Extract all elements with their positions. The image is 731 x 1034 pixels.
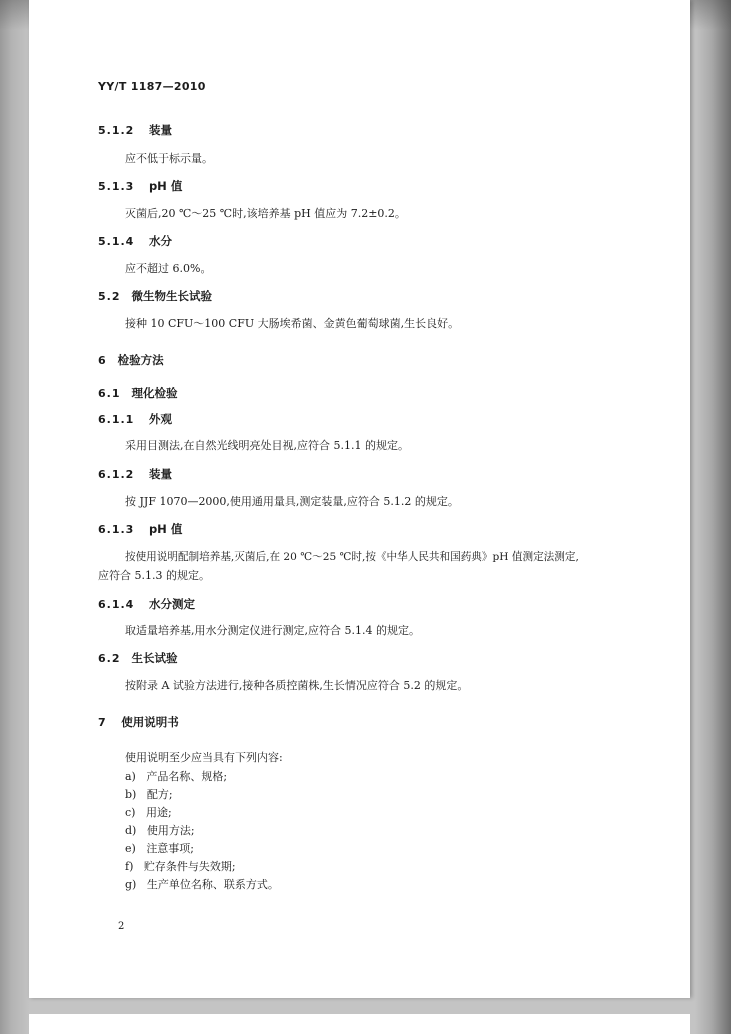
list-marker: d) [125,824,137,837]
list-text: 注意事项; [146,842,195,855]
section-body: 采用目测法,在自然光线明亮处目视,应符合 5.1.1 的规定。 [125,439,409,452]
list-item [125,787,173,803]
document-header: YY/T 1187—2010 [98,80,206,93]
section-heading [98,466,172,483]
list-marker: c) [125,806,136,819]
section-number: 6.1.1 [98,413,135,426]
section-title: 外观 [148,412,172,426]
section-heading [98,596,195,613]
section-title: 理化检验 [131,386,178,400]
section-body: 应不超过 6.0%。 [125,262,212,275]
section-number: 5.1.4 [98,235,135,248]
list-text: 使用方法; [146,824,195,837]
section-title: pH 值 [148,179,183,193]
list-marker: b) [125,788,137,801]
section-body: 按附录 A 试验方法进行,接种各质控菌株,生长情况应符合 5.2 的规定。 [125,679,469,692]
section-body: 接种 10 CFU～100 CFU 大肠埃希菌、金黄色葡萄球菌,生长良好。 [125,317,460,330]
list-text: 用途; [145,806,172,819]
list-text: 生产单位名称、联系方式。 [146,878,279,891]
section-title: pH 值 [148,522,183,536]
section-number: 5.1.2 [98,124,135,137]
list-item [125,877,279,893]
section-title: 使用说明书 [121,715,179,729]
list-item [125,823,195,839]
list-item [125,805,172,821]
section-body: 按使用说明配制培养基,灭菌后,在 20 ℃～25 ℃时,按《中华人民共和国药典》pH 值测定法测定, [125,551,579,563]
section-title: 水分 [148,234,172,248]
section-heading [98,411,172,428]
chapter-heading [98,714,179,731]
section-body: 按 JJF 1070—2000,使用通用量具,测定装量,应符合 5.1.2 的规定。 [125,495,459,508]
section-heading [98,233,172,250]
list-text: 贮存条件与失效期; [143,860,236,873]
section-number: 5.2 [98,290,121,303]
section-title: 装量 [148,123,172,137]
instructions-intro: 使用说明至少应当具有下列内容: [125,751,283,764]
section-number: 6.2 [98,652,121,665]
section-number: 6.1.4 [98,598,135,611]
section-heading [98,178,182,195]
section-body: 应不低于标示量。 [125,152,213,165]
section-heading [98,650,177,667]
section-heading [98,288,212,305]
list-item [125,859,236,875]
chapter-heading [98,352,164,369]
section-title: 检验方法 [117,353,164,367]
list-marker: g) [125,878,137,891]
document-page [29,0,690,998]
section-title: 水分测定 [148,597,195,611]
section-title: 微生物生长试验 [131,289,212,303]
list-text: 产品名称、规格; [146,770,228,783]
section-number: 7 [98,716,107,729]
list-marker: a) [125,770,136,783]
section-body: 取适量培养基,用水分测定仪进行测定,应符合 5.1.4 的规定。 [125,624,420,637]
section-title: 装量 [148,467,172,481]
section-number: 6.1 [98,387,121,400]
section-number: 6.1.3 [98,523,135,536]
section-number: 6.1.2 [98,468,135,481]
section-title: 生长试验 [131,651,178,665]
page-number: 2 [118,921,125,932]
list-marker: e) [125,842,136,855]
list-item [125,769,227,785]
section-number: 5.1.3 [98,180,135,193]
section-number: 6 [98,354,107,367]
next-page-edge [29,1014,690,1034]
list-text: 配方; [146,788,173,801]
section-heading [98,521,182,538]
section-body: 灭菌后,20 ℃～25 ℃时,该培养基 pH 值应为 7.2±0.2。 [125,207,406,220]
section-heading [98,122,172,139]
section-heading [98,385,177,402]
list-marker: f) [125,860,134,873]
section-body-continued: 应符合 5.1.3 的规定。 [98,569,210,582]
list-item [125,841,194,857]
